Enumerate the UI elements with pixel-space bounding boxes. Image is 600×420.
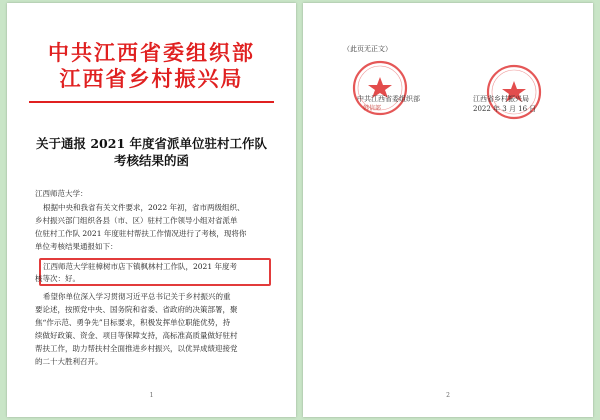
- result-line-2: 核等次：好。: [35, 274, 80, 283]
- issuer-name-line-1: 中共江西省委组织部: [48, 40, 255, 65]
- red-header-rule: [29, 101, 274, 103]
- document-title-line-2: 考核结果的函: [113, 153, 189, 168]
- body-line: 续做好政策、资金、项目等保障支持，高标准高质量做好驻村: [35, 331, 238, 340]
- document-page-1: [7, 3, 296, 417]
- body-line: 焦“作示范、勇争先”目标要求，积极发挥单位职能优势，持: [35, 318, 231, 327]
- issuer-name-line-2: 江西省乡村振兴局: [59, 66, 244, 91]
- result-line-1: 江西师范大学驻樟树市店下镇枫林村工作队，2021 年度考: [43, 262, 237, 271]
- document-title-line-1: 关于通报 2021 年度省派单位驻村工作队: [36, 136, 267, 151]
- body-line: 乡村振兴部门组织各县（市、区）驻村工作领导小组对省派单: [35, 216, 238, 225]
- page-number: 2: [446, 392, 450, 399]
- body-line: 单位考核结果通报如下：: [35, 242, 118, 251]
- seal-1-subtext: 韩信部: [363, 105, 382, 112]
- seal-1-caption: 中共江西省委组织部: [357, 95, 420, 103]
- body-line: 要论述，按照党中央、国务院和省委、省政府的决策部署，聚: [35, 305, 238, 314]
- body-line: 希望你单位深入学习贯彻习近平总书记关于乡村振兴的重: [43, 292, 231, 301]
- seal-2-caption: 江西省乡村振兴局: [473, 95, 529, 103]
- body-line: 位驻村工作队 2021 年度驻村帮扶工作情况进行了考核，现将你: [35, 229, 247, 238]
- body-line: 帮扶工作，助力帮扶村全面推进乡村振兴，以优异成绩迎接党: [35, 344, 238, 353]
- no-body-note: （此页无正文）: [343, 45, 392, 53]
- body-line: 根据中央和我省有关文件要求，2022 年初，省市两级组织、: [43, 203, 245, 212]
- body-line: 的二十大胜利召开。: [35, 357, 103, 366]
- salutation: 江西师范大学：: [35, 189, 88, 198]
- page-number: 1: [149, 392, 154, 399]
- document-page-2: [303, 3, 593, 417]
- issue-date: 2022 年 3 月 16 日: [473, 105, 537, 113]
